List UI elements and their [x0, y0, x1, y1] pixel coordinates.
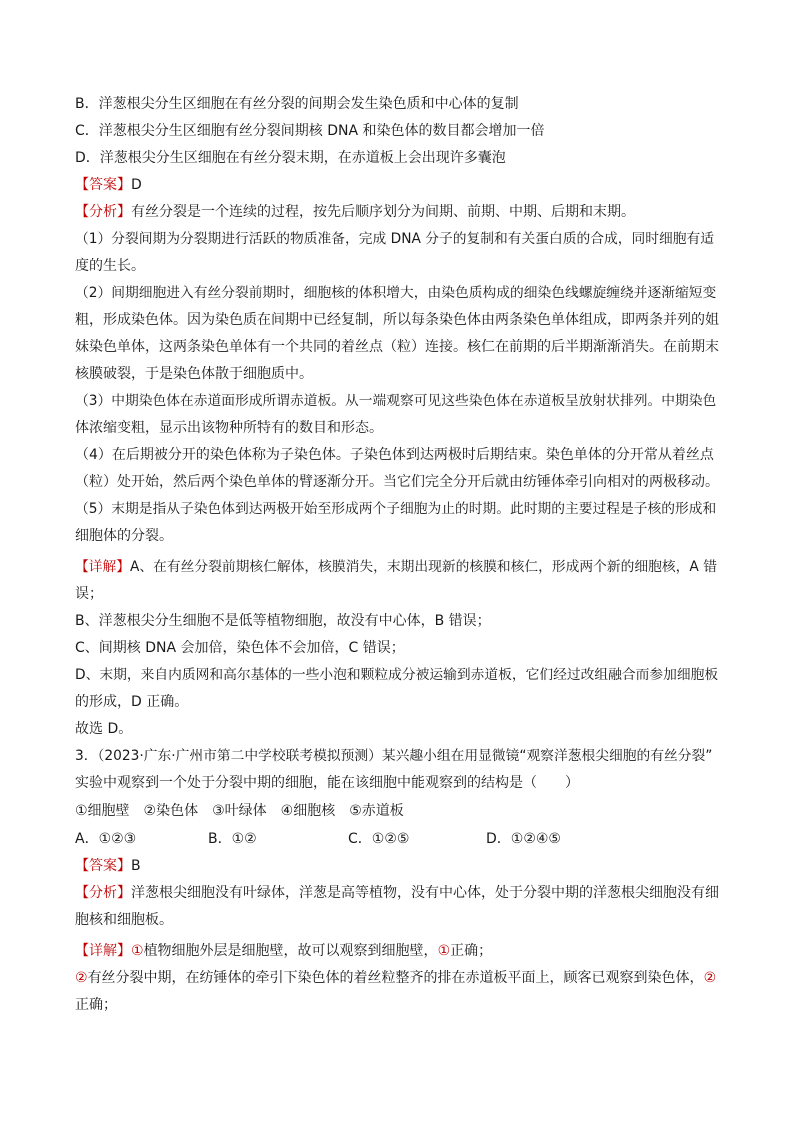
detail-line: 误； — [75, 586, 103, 602]
question-stem: 3．（2023·广东·广州市第二中学校联考模拟预测）某兴趣小组在用显微镜“观察洋葱根尖细胞的有丝分裂” — [75, 748, 713, 764]
detail-line: 正确； — [75, 997, 117, 1013]
detail-text: 有丝分裂中期，在纺锤体的牵引下染色体的着丝粒整齐的排在赤道板平面上，顾客已观察到染色体， — [87, 970, 704, 986]
circled-number: ① — [131, 943, 144, 959]
analysis-label: 【分析】 — [75, 204, 131, 220]
analysis-line: （1）分裂间期为分裂期进行活跃的物质准备，完成 DNA 分子的复制和有关蛋白质的合成，同时细胞有适 — [75, 231, 715, 247]
detail-text: 正确； — [450, 943, 493, 959]
analysis-line: （4）在后期被分开的染色体称为子染色体。子染色体到达两极时后期结束。染色单体的分开常从着丝点 — [75, 447, 714, 463]
detail-line: 的形成，D 正确。 — [75, 694, 189, 710]
choice-d: D．①②④⑤ — [486, 831, 561, 847]
answer-line — [75, 174, 142, 196]
circled-number: ① — [437, 943, 451, 959]
detail-label: 【详解】 — [75, 943, 131, 959]
answer-label: 【答案】 — [75, 177, 131, 193]
option-d: D．洋葱根尖分生区细胞在有丝分裂末期，在赤道板上会出现许多囊泡 — [75, 150, 506, 166]
analysis-line: 胞核和细胞板。 — [75, 912, 173, 928]
circled-number: ② — [75, 970, 88, 986]
analysis-line: （5）末期是指从子染色体到达两极开始至形成两个子细胞为止的时期。此时期的主要过程是子核的形成和 — [75, 501, 717, 517]
option-b: B．洋葱根尖分生区细胞在有丝分裂的间期会发生染色质和中心体的复制 — [75, 96, 519, 112]
analysis-text: 洋葱根尖细胞没有叶绿体，洋葱是高等植物，没有中心体，处于分裂中期的洋葱根尖细胞没有细 — [131, 885, 719, 901]
detail-line: B、洋葱根尖分生细胞不是低等植物细胞，故没有中心体，B 错误； — [75, 613, 491, 629]
analysis-line: （2）间期细胞进入有丝分裂前期时，细胞核的体积增大，由染色质构成的细染色线螺旋缠绕并逐渐缩短变 — [75, 285, 717, 301]
choice-c: C．①②⑤ — [348, 831, 410, 847]
detail-line: C、间期核 DNA 会加倍，染色体不会加倍，C 错误； — [75, 640, 405, 656]
choice-b: B．①② — [208, 831, 257, 847]
detail-line: 故选 D。 — [75, 721, 133, 737]
option-c: C．洋葱根尖分生区细胞有丝分裂间期核 DNA 和染色体的数目都会增加一倍 — [75, 123, 545, 139]
detail-line-0 — [75, 556, 717, 578]
analysis-line: 核膜破裂，于是染色体散于细胞质中。 — [75, 366, 313, 382]
analysis-line: 粗，形成染色体。因为染色质在间期中已经复制，所以每条染色体由两条染色单体组成，即两条并列的姐 — [75, 312, 719, 328]
detail-label: 【详解】 — [75, 559, 131, 575]
detail-line — [75, 967, 716, 989]
analysis-line: 体浓缩变粗，显示出该物种所特有的数目和形态。 — [75, 420, 383, 436]
analysis-text: 有丝分裂是一个连续的过程，按先后顺序划分为间期、前期、中期、后期和末期。 — [131, 204, 635, 220]
analysis-line-0 — [75, 201, 635, 223]
answer-value: B — [131, 858, 141, 874]
analysis-line: 妹染色单体，这两条染色单体有一个共同的着丝点（粒）连接。核仁在前期的后半期渐渐消失。在前期末 — [75, 339, 719, 355]
question-stem: 实验中观察到一个处于分裂中期的细胞，能在该细胞中能观察到的结构是（ ） — [75, 775, 579, 791]
analysis-line: （3）中期染色体在赤道面形成所谓赤道板。从一端观察可见这些染色体在赤道板呈放射状排列。中期染色 — [75, 393, 717, 409]
choice-a: A．①②③ — [75, 831, 137, 847]
analysis-line-0 — [75, 882, 719, 904]
detail-text: A、在有丝分裂前期核仁解体，核膜消失，末期出现新的核膜和核仁，形成两个新的细胞核，A 错 — [130, 559, 717, 575]
analysis-line: 细胞体的分裂。 — [75, 528, 173, 544]
answer-value: D — [131, 177, 142, 193]
answer-line — [75, 855, 141, 877]
detail-line-0 — [75, 940, 492, 962]
analysis-label: 【分析】 — [75, 885, 131, 901]
circled-number: ② — [703, 970, 717, 986]
answer-label: 【答案】 — [75, 858, 131, 874]
analysis-line: （粒）处开始，然后两个染色单体的臂逐渐分开。当它们完全分开后就由纺锤体牵引向相对的两极移动。 — [75, 474, 719, 490]
structure-list: ①细胞壁 ②染色体 ③叶绿体 ④细胞核 ⑤赤道板 — [75, 803, 404, 819]
detail-text: 植物细胞外层是细胞壁，故可以观察到细胞壁， — [143, 943, 438, 959]
detail-line: D、末期，来自内质网和高尔基体的一些小泡和颗粒成分被运输到赤道板，它们经过改组融合而参加细胞板 — [75, 667, 719, 683]
analysis-line: 度的生长。 — [75, 258, 145, 274]
